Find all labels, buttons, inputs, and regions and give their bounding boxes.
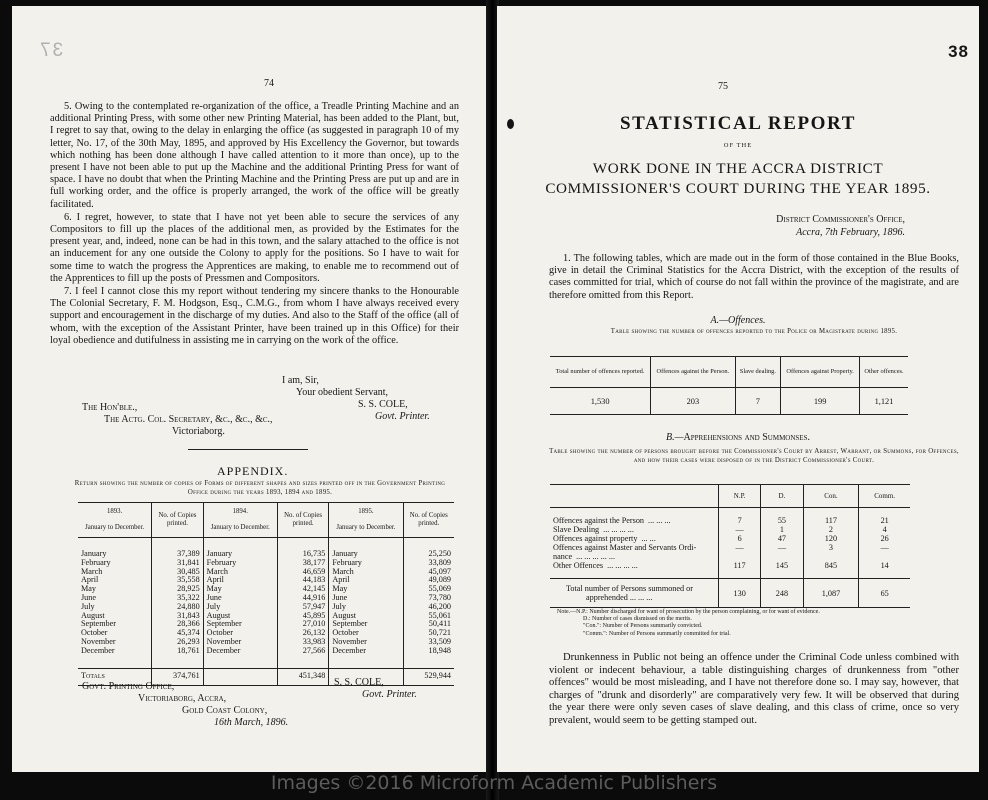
watermark: Images ©2016 Microform Academic Publishers xyxy=(270,772,718,794)
appendix-caption: Return showing the number of copies of Forms of different shapes and sizes printed off in the Government Printing Office during the years 1893, 1894 and 1895. xyxy=(74,480,446,496)
closing-signature: S. S. COLE, xyxy=(358,399,408,410)
apprehensions-table xyxy=(550,484,910,608)
totals-row: Total number of Persons summoned or apprehended ... ... ... 130 248 1,087 65 xyxy=(550,579,910,608)
closing-servant: Your obedient Servant, xyxy=(296,387,389,398)
table-row: Offences against the Person ... ... ... 7 55 117 21 xyxy=(550,516,910,525)
paragraph-5: 5. Owing to the contemplated re-organization of the office, a Treadle Printing Machine and an additional Printing Press, with some other new Printing Material, has been added to the Plant, but, I regret to say that, owing to the delay in enlarging the office (as suggested in paragraph 10 of my letter, No. 17, of the 30th May, 1895, and approved by His Excellency the Governor, but towards which nothing has been done although I have called attention to it more than once), up to the present I have not been able to put up the Machine and the additional Printing Press for want of space. I have no doubt that when the Printing Machine and the Printing Press are put up and are in full working order, and the office is properly arranged, the work of the office will be greatly facilitated. xyxy=(50,101,459,210)
appendix-title: APPENDIX. xyxy=(217,464,289,478)
totals-row: Totals 374,761 451,348 529,944 xyxy=(78,668,454,685)
report-of-the: OF THE xyxy=(723,142,753,149)
report-body xyxy=(50,101,459,347)
table-row: nance ... ... ... ... ... xyxy=(550,552,910,561)
apprehensions-caption: Table showing the number of persons brought before the Commissioner's Court by Arrest, Warrant, or Summons, for Offences, and how their cases were disposed of in the District Commissioner's Court. xyxy=(549,448,959,464)
table-row: July 24,880 July 57,947 July 46,200 xyxy=(78,603,454,612)
col-against-person: Offences against the Person. xyxy=(651,357,735,388)
col-offence-label xyxy=(550,485,719,508)
apprehensions-table-body xyxy=(550,508,910,608)
right-page xyxy=(497,6,979,772)
col-comm: Comm. xyxy=(859,485,910,508)
table-row: January 37,389 January 16,735 January 25,250 xyxy=(78,550,454,559)
copies-1893-header: No. of Copies printed. xyxy=(152,503,203,538)
table-row: April 35,558 April 44,183 April 49,089 xyxy=(78,576,454,585)
closing-salutation: I am, Sir, xyxy=(282,375,319,386)
table-notes: Note.—N.P.: Number discharged for want of prosecution by the person complaining, or for want of evidence. D.: Number of cases dismissed on the merits. "Con.": Number of Persons summarily convicted. "Comm.": Number of Persons summarily committed for trial. xyxy=(557,609,820,637)
addressee-line-3: Victoriaborg. xyxy=(172,426,225,437)
office-address: District Commissioner's Office, Accra, 7th February, 1896. xyxy=(776,214,905,238)
addressee-line-2: The Actg. Col. Secretary, &c., &c., &c., xyxy=(104,414,273,425)
corner-page-number: 38 xyxy=(948,42,969,61)
col-total-offences: Total number of offences reported. xyxy=(550,357,651,388)
table-row: October 45,374 October 26,132 October 50,721 xyxy=(78,629,454,638)
closing-paragraph: Drunkenness in Public not being an offence under the Criminal Code unless combined with violent or indecent behaviour, a table distinguishing charges of drunkenness from "other offences" would be most misleading, and I have not therefore done so. I may say, however, that charges of "drunk and disorderly" are comparatively very few. It will be observed that during the year there were only seven cases of slave dealing, and this class of crime, once so very prevalent, would seem to be getting stamped out. xyxy=(549,652,959,726)
year-1893-header: 1893. January to December. xyxy=(78,503,152,538)
paragraph-7: 7. I feel I cannot close this my report without tendering my sincere thanks to the Honourable The Colonial Secretary, F. M. Hodgson, Esq., C.M.G., from whom I have always received every support and encouragement in the discharge of my duties. And also to the Staff of the office (all of whom, with the exception of the Assistant Printer, have been trained up in this Office) for their loyal obedience and dutifulness in assisting me in carrying on the work of the office. xyxy=(50,286,459,346)
table-row: Other Offences ... ... ... ... 117 145 845 14 xyxy=(550,561,910,570)
footer-title: Govt. Printer. xyxy=(362,689,417,700)
page-number: 75 xyxy=(718,81,728,92)
appendix-table xyxy=(78,502,454,686)
year-1894-header: 1894. January to December. xyxy=(203,503,277,538)
intro-paragraph: 1. The following tables, which are made out in the form of those contained in the Blue Books, give in detail the Criminal Statistics for the Accra District, with the exception of the results of cases committed for trial, which of course do not fall within the province of the magistrate, and are therefore omitted from this Report. xyxy=(549,253,959,301)
offences-caption: Table showing the number of offences reported to the Police or Magistrate during 1895. xyxy=(610,328,898,335)
report-subtitle: WORK DONE IN THE ACCRA DISTRICT COMMISSIONER'S COURT DURING THE YEAR 1895. xyxy=(545,160,931,197)
report-title: STATISTICAL REPORT xyxy=(620,113,856,134)
table-row: Offences against property ... ... 6 47 120 26 xyxy=(550,534,910,543)
closing-title: Govt. Printer. xyxy=(375,411,430,422)
col-np: N.P. xyxy=(719,485,761,508)
col-slave-dealing: Slave dealing. xyxy=(735,357,781,388)
divider xyxy=(188,449,308,450)
col-con: Con. xyxy=(803,485,859,508)
apprehensions-heading: B.—Apprehensions and Summonses. xyxy=(666,432,810,443)
table-row: Slave Dealing ... ... ... ... — 1 2 4 xyxy=(550,525,910,534)
footer-office-line-2: Victoriaborg, Accra, xyxy=(138,693,227,704)
table-row: Offences against Master and Servants Ordi- — — 3 — xyxy=(550,543,910,552)
footer-office-line-1: Govt. Printing Office, xyxy=(82,681,175,692)
appendix-table-body xyxy=(78,538,454,686)
table-row: November 26,293 November 33,983 November 33,509 xyxy=(78,638,454,647)
col-d: D. xyxy=(761,485,803,508)
page-number: 74 xyxy=(264,78,274,89)
table-row: September 28,366 September 27,010 September 50,411 xyxy=(78,620,454,629)
copies-1894-header: No. of Copies printed. xyxy=(277,503,328,538)
offences-heading: A.—Offences. xyxy=(710,315,766,326)
table-row: December 18,761 December 27,566 December 18,948 xyxy=(78,647,454,656)
col-against-property: Offences against Property. xyxy=(781,357,860,388)
table-row: May 28,925 May 42,145 May 55,069 xyxy=(78,585,454,594)
mirror-page-number: 37 xyxy=(38,40,64,61)
offences-table xyxy=(550,356,908,415)
table-row: June 35,322 June 44,916 June 73,780 xyxy=(78,594,454,603)
addressee-line-1: The Hon'ble., xyxy=(82,402,138,413)
table-row: March 30,485 March 46,659 March 45,097 xyxy=(78,568,454,577)
footer-signature: S. S. COLE, xyxy=(334,677,384,688)
year-1895-header: 1895. January to December. xyxy=(329,503,403,538)
footer-office-line-3: Gold Coast Colony, xyxy=(182,705,268,716)
col-other-offences: Other offences. xyxy=(860,357,908,388)
footer-date: 16th March, 1896. xyxy=(214,717,289,728)
left-page xyxy=(12,6,488,772)
paragraph-6: 6. I regret, however, to state that I have not yet been able to secure the services of any Compositors to fill up the places of the additional men, as provided by the Estimates for the present year, and, indeed, none can be had in this town, and the salary attached to the office is not an inducement for any one outside the Colony to apply for the positions. So I have to wait for some time to watch the progress the Apprentices are making, to enable me to recommend out of the Apprentices to fill up the posts of Pressmen and Compositors. xyxy=(50,211,459,284)
table-row: August 31,843 August 45,895 August 55,061 xyxy=(78,612,454,621)
offences-row: 1,530 203 7 199 1,121 xyxy=(550,388,908,415)
copies-1895-header: No. of Copies printed. xyxy=(403,503,454,538)
table-row: February 31,841 February 38,177 February 33,809 xyxy=(78,559,454,568)
